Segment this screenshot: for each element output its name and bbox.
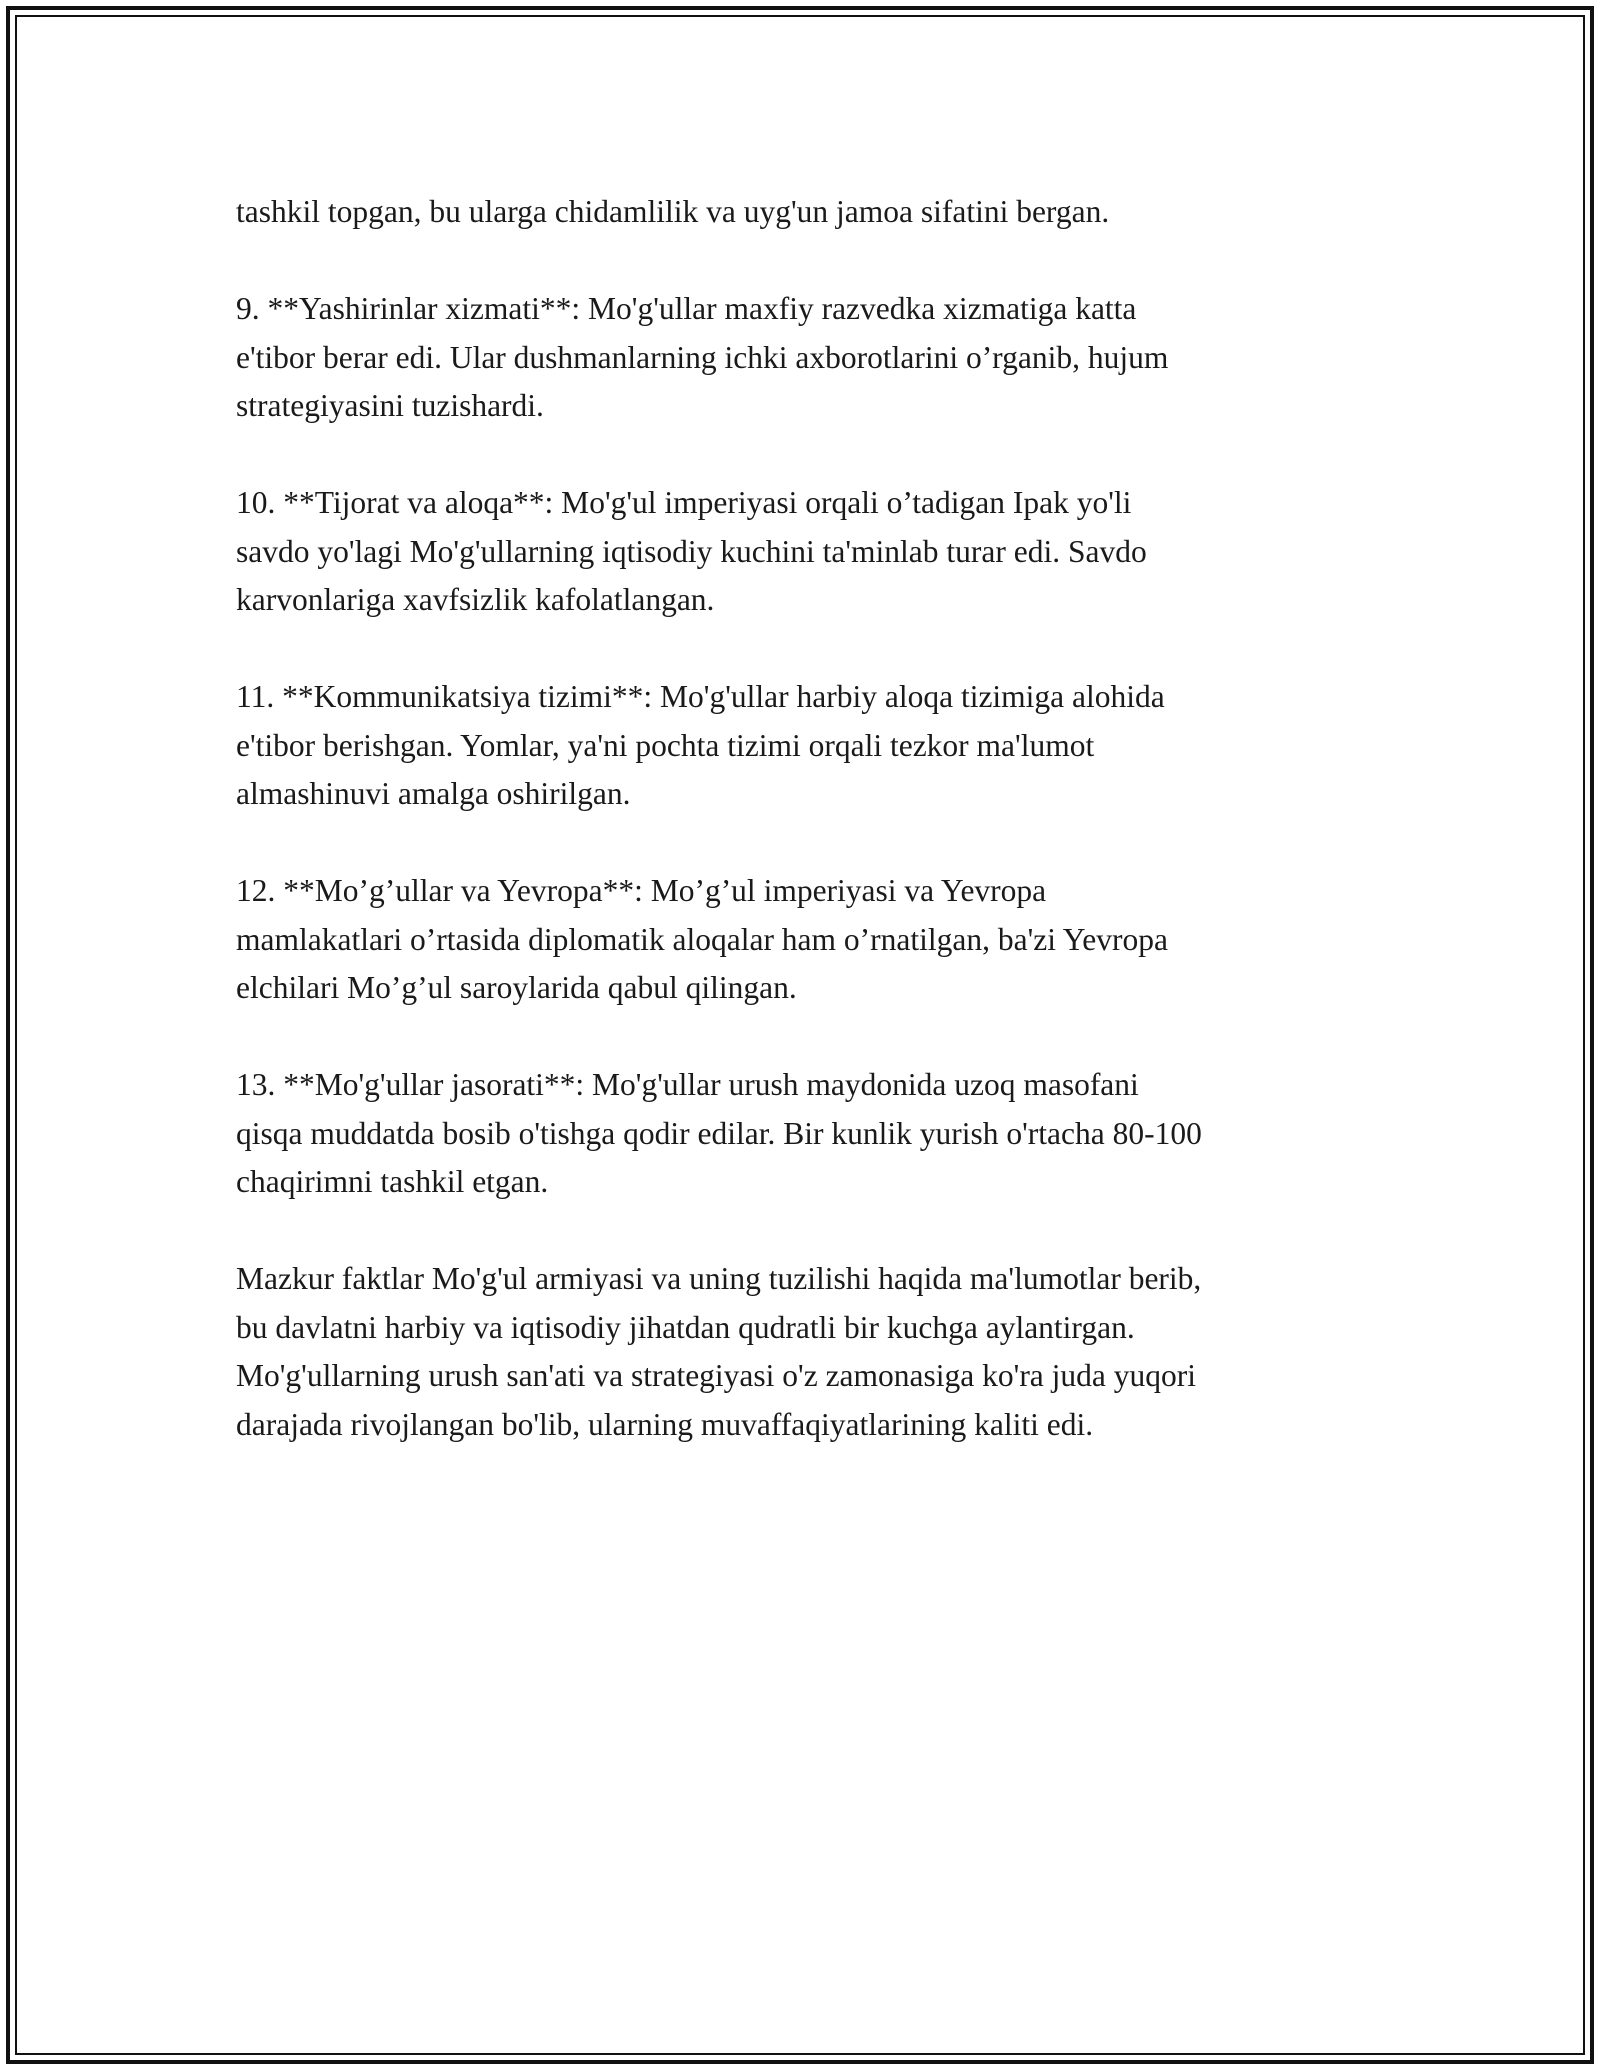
paragraph-item-10: 10. **Tijorat va aloqa**: Mo'g'ul imperiyasi orqali o’tadigan Ipak yo'li savdo yo'lagi Mo'g'ullarning iqtisodiy kuchini ta'minlab turar edi. Savdo karvonlariga xavfsizlik kafolatlangan. [236, 485, 1147, 617]
paragraph-item-9: 9. **Yashirinlar xizmati**: Mo'g'ullar maxfiy razvedka xizmatiga katta e'tibor berar edi. Ular dushmanlarning ichki axborotlarini o’rganib, hujum strategiyasini tuzishardi. [236, 291, 1169, 423]
document-body [236, 188, 1386, 1498]
paragraph-item-11: 11. **Kommunikatsiya tizimi**: Mo'g'ullar harbiy aloqa tizimiga alohida e'tibor berishgan. Yomlar, ya'ni pochta tizimi orqali tezkor ma'lumot almashinuvi amalga oshirilgan. [236, 679, 1165, 811]
paragraph-item-13: 13. **Mo'g'ullar jasorati**: Mo'g'ullar urush maydonida uzoq masofani qisqa muddatda bosib o'tishga qodir edilar. Bir kunlik yurish o'rtacha 80-100 chaqirimni tashkil etgan. [236, 1067, 1202, 1199]
paragraph-continuation: tashkil topgan, bu ularga chidamlilik va uyg'un jamoa sifatini bergan. [236, 194, 1110, 229]
paragraph-conclusion: Mazkur faktlar Mo'g'ul armiyasi va uning tuzilishi haqida ma'lumotlar berib, bu davlatni harbiy va iqtisodiy jihatdan qudratli bir kuchga aylantirgan. Mo'g'ullarning urush san'ati va strategiyasi o'z zamonasiga ko'ra juda yuqori darajada rivojlangan bo'lib, ularning muvaffaqiyatlarining kaliti edi. [236, 1261, 1202, 1442]
paragraph-item-12: 12. **Mo’g’ullar va Yevropa**: Mo’g’ul imperiyasi va Yevropa mamlakatlari o’rtasida diplomatik aloqalar ham o’rnatilgan, ba'zi Yevropa elchilari Mo’g’ul saroylarida qabul qilingan. [236, 873, 1169, 1005]
